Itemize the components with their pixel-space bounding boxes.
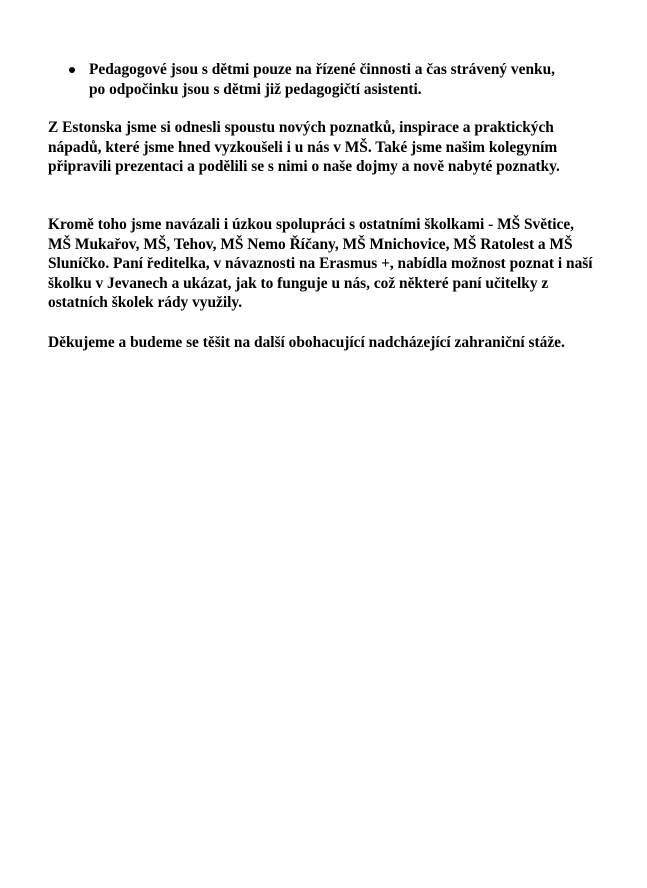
bullet-list [48,60,600,99]
paragraph-thanks: Děkujeme a budeme se těšit na další obohacující nadcházející zahraniční stáže. [48,334,565,351]
bullet-icon [69,67,75,73]
paragraph-cooperation: Kromě toho jsme navázali i úzkou spolupráci s ostatními školkami - MŠ Světice, MŠ Mukařov, MŠ, Tehov, MŠ Nemo Říčany, MŠ Mnichovice, MŠ Ratolest a MŠ Sluníčko. Paní ředitelka, v návaznosti na Erasmus +, nabídla možnost poznat i naší školku v Jevanech a ukázat, jak to funguje u nás, což některé paní učitelky z ostatních školek rády využily. [48,216,593,311]
paragraph-estonia: Z Estonska jsme si odnesli spoustu nových poznatků, inspirace a praktických nápadů, které jsme hned vyzkoušeli i u nás v MŠ. Také jsme našim kolegyním připravili prezentaci a podělili se s nimi o naše dojmy a nově nabyté poznatky. [48,119,560,175]
bullet-text: Pedagogové jsou s dětmi pouze na řízené činnosti a čas strávený venku, po odpočinku jsou s dětmi již pedagogičtí asistenti. [89,61,555,98]
list-item [48,60,600,99]
